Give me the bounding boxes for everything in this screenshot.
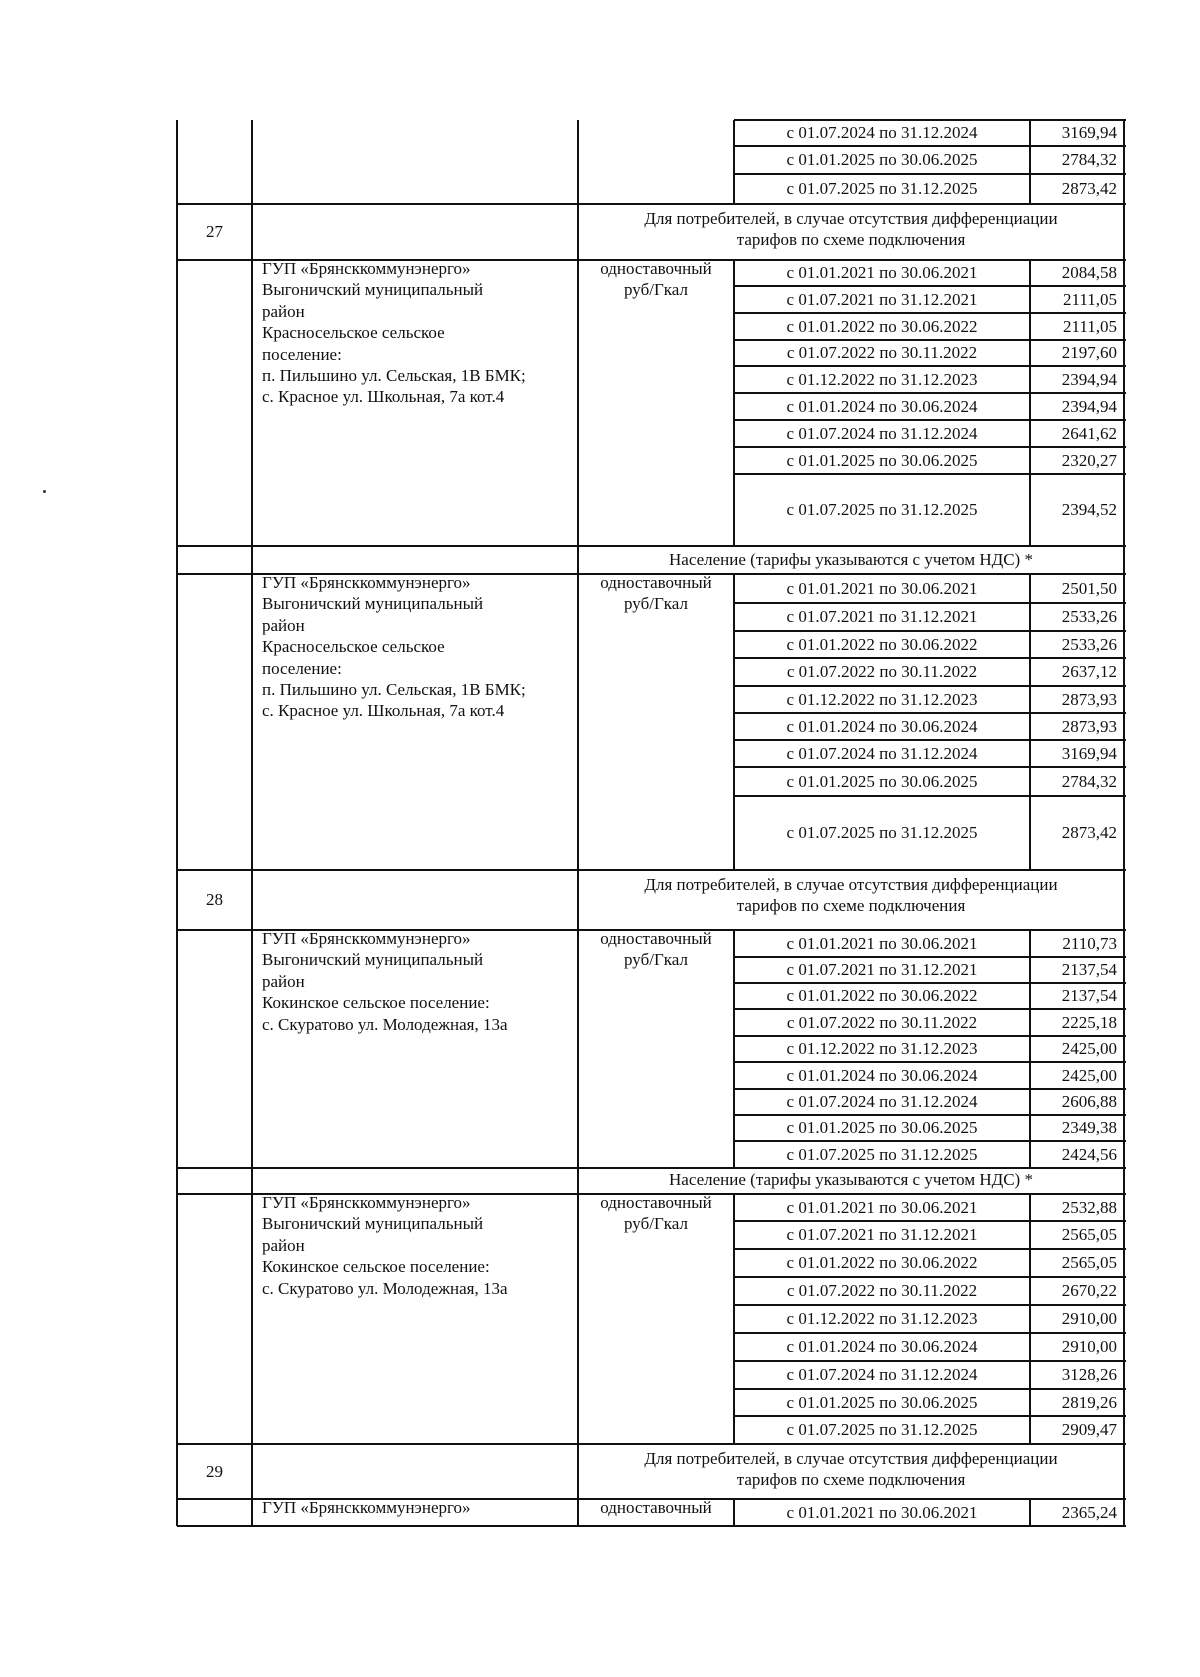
row-line xyxy=(734,145,1126,147)
row-line xyxy=(734,339,1126,341)
period-cell: с 01.07.2024 по 31.12.2024 xyxy=(786,1365,978,1384)
period-cell: с 01.01.2025 по 30.06.2025 xyxy=(786,1118,978,1137)
row-line xyxy=(734,982,1126,984)
value-cell: 2873,42 xyxy=(1061,179,1117,198)
value-cell: 2873,42 xyxy=(1061,823,1117,842)
value-cell: 2670,22 xyxy=(1061,1281,1117,1300)
period-cell: с 01.01.2021 по 30.06.2021 xyxy=(786,263,978,282)
period-cell: с 01.01.2024 по 30.06.2024 xyxy=(786,1065,978,1085)
period-cell: с 01.07.2021 по 31.12.2021 xyxy=(786,1225,978,1244)
period-cell: с 01.01.2024 по 30.06.2024 xyxy=(786,1337,978,1356)
row-line xyxy=(734,1088,1126,1090)
section-number: 28 xyxy=(206,890,223,909)
org-line: Кокинское сельское поселение: xyxy=(262,993,490,1013)
value-cell: 2137,54 xyxy=(1061,986,1117,1005)
tariff-type-line: руб/Гкал xyxy=(624,950,688,970)
value-cell: 2565,05 xyxy=(1061,1253,1117,1272)
row-line xyxy=(734,1388,1126,1390)
section-line xyxy=(177,1525,1126,1527)
row-line xyxy=(734,1360,1126,1362)
row-line xyxy=(734,712,1126,714)
tariff-type-line: одноставочный xyxy=(600,1498,712,1517)
value-cell: 2197,60 xyxy=(1061,343,1117,362)
type-column-border xyxy=(733,260,735,546)
org-line: Красносельское сельское xyxy=(262,323,445,343)
period-cell: с 01.01.2025 по 30.06.2025 xyxy=(786,1392,978,1412)
org-line: ГУП «Брянсккоммунэнерго» xyxy=(262,259,471,278)
row-line xyxy=(734,285,1126,287)
org-line: поселение: xyxy=(262,344,342,364)
org-line: с. Красное ул. Школьная, 7а кот.4 xyxy=(262,701,505,721)
period-cell: с 01.07.2024 по 31.12.2024 xyxy=(786,1092,978,1111)
org-line: п. Пильшино ул. Сельская, 1В БМК; xyxy=(262,680,526,699)
row-line xyxy=(734,602,1126,604)
period-cell: с 01.07.2022 по 30.11.2022 xyxy=(786,662,978,681)
period-column-border xyxy=(1029,574,1031,870)
section-line xyxy=(177,1443,1126,1445)
org-line: п. Пильшино ул. Сельская, 1В БМК; xyxy=(262,366,526,385)
period-column-border xyxy=(1029,1194,1031,1444)
row-line xyxy=(734,446,1126,448)
org-line: район xyxy=(262,971,305,991)
row-line xyxy=(734,739,1126,741)
row-line xyxy=(734,657,1126,659)
period-cell: с 01.07.2024 по 31.12.2024 xyxy=(786,743,978,763)
row-line xyxy=(734,312,1126,314)
value-cell: 2784,32 xyxy=(1061,150,1117,169)
tariff-type-line: одноставочный xyxy=(600,929,712,948)
value-cell: 2819,26 xyxy=(1061,1392,1117,1412)
period-cell: с 01.07.2024 по 31.12.2024 xyxy=(786,423,978,443)
value-cell: 2873,93 xyxy=(1061,716,1117,736)
row-line xyxy=(734,173,1126,175)
row-line xyxy=(734,1304,1126,1306)
period-cell: с 01.07.2022 по 30.11.2022 xyxy=(786,1012,978,1032)
value-cell: 2533,26 xyxy=(1061,634,1117,654)
row-line xyxy=(734,685,1126,687)
period-cell: с 01.07.2024 по 31.12.2024 xyxy=(786,123,978,142)
value-cell: 2637,12 xyxy=(1061,662,1117,681)
tariff-type-line: одноставочный xyxy=(600,259,712,278)
value-cell: 3128,26 xyxy=(1061,1365,1117,1384)
period-column-border xyxy=(1029,260,1031,546)
value-cell: 2425,00 xyxy=(1061,1039,1117,1058)
org-line: с. Скуратово ул. Молодежная, 13а xyxy=(262,1278,508,1298)
type-column-border xyxy=(733,120,735,204)
period-cell: с 01.01.2024 по 30.06.2024 xyxy=(786,396,978,416)
row-line xyxy=(734,473,1126,475)
period-cell: с 01.01.2021 по 30.06.2021 xyxy=(786,1197,978,1217)
value-cell: 2349,38 xyxy=(1061,1118,1117,1137)
section-line xyxy=(177,869,1126,871)
period-cell: с 01.07.2021 по 31.12.2021 xyxy=(786,960,978,979)
value-cell: 2425,00 xyxy=(1061,1065,1117,1085)
tariff-type-line: руб/Гкал xyxy=(624,594,688,614)
row-line xyxy=(734,119,1126,121)
period-cell: с 01.07.2022 по 30.11.2022 xyxy=(786,1281,978,1300)
tariff-type-line: одноставочный xyxy=(600,1193,712,1212)
period-column-border xyxy=(1029,120,1031,204)
period-cell: с 01.01.2022 по 30.06.2022 xyxy=(786,316,978,336)
number-column-border xyxy=(251,120,253,1526)
org-line: район xyxy=(262,1235,305,1255)
period-cell: с 01.01.2025 по 30.06.2025 xyxy=(786,450,978,470)
period-cell: с 01.01.2025 по 30.06.2025 xyxy=(786,150,978,169)
org-line: Выгоничский муниципальный xyxy=(262,950,484,970)
section-header xyxy=(578,549,1124,570)
row-line xyxy=(734,1415,1126,1417)
org-line: ГУП «Брянсккоммунэнерго» xyxy=(262,929,471,948)
section-header xyxy=(578,1169,1124,1190)
value-cell: 2394,94 xyxy=(1061,396,1117,416)
org-line: Красносельское сельское xyxy=(262,637,445,657)
section-header-line: тарифов по схеме подключения xyxy=(736,1470,966,1489)
org-line: ГУП «Брянсккоммунэнерго» xyxy=(262,1498,471,1517)
period-cell: с 01.12.2022 по 31.12.2023 xyxy=(786,689,978,709)
row-line xyxy=(734,795,1126,797)
value-cell: 2606,88 xyxy=(1061,1092,1117,1111)
tariff-type-line: руб/Гкал xyxy=(624,280,688,300)
row-line xyxy=(734,365,1126,367)
org-line: район xyxy=(262,615,305,635)
value-cell: 2137,54 xyxy=(1061,960,1117,979)
section-header-line: Для потребителей, в случае отсутствия дифференциации xyxy=(644,209,1058,228)
period-cell: с 01.07.2025 по 31.12.2025 xyxy=(786,179,978,198)
period-cell: с 01.01.2024 по 30.06.2024 xyxy=(786,716,978,736)
org-line: поселение: xyxy=(262,658,342,678)
org-line: Кокинское сельское поселение: xyxy=(262,1257,490,1277)
value-cell: 2910,00 xyxy=(1061,1337,1117,1356)
period-cell: с 01.01.2022 по 30.06.2022 xyxy=(786,634,978,654)
value-cell: 2910,00 xyxy=(1061,1309,1117,1328)
org-line: с. Красное ул. Школьная, 7а кот.4 xyxy=(262,387,505,407)
value-cell: 2565,05 xyxy=(1061,1225,1117,1244)
section-header-line: Население (тарифы указываются с учетом НДС) * xyxy=(669,1170,1033,1189)
row-line xyxy=(734,1140,1126,1142)
period-cell: с 01.01.2022 по 30.06.2022 xyxy=(786,986,978,1005)
org-column-border xyxy=(577,120,579,1526)
row-line xyxy=(734,1220,1126,1222)
table-right-border xyxy=(1123,120,1125,1526)
row-line xyxy=(734,1276,1126,1278)
period-cell: с 01.12.2022 по 31.12.2023 xyxy=(786,369,978,389)
value-cell: 2110,73 xyxy=(1062,933,1117,953)
type-column-border xyxy=(733,1194,735,1444)
org-line: ГУП «Брянсккоммунэнерго» xyxy=(262,1193,471,1212)
period-cell: с 01.07.2025 по 31.12.2025 xyxy=(786,823,978,842)
row-line xyxy=(734,766,1126,768)
row-line xyxy=(734,1332,1126,1334)
section-header xyxy=(578,874,1124,916)
section-header-line: Население (тарифы указываются с учетом НДС) * xyxy=(669,550,1033,569)
row-line xyxy=(734,419,1126,421)
table-left-border xyxy=(176,120,178,1526)
row-line xyxy=(734,1061,1126,1063)
value-cell: 2365,24 xyxy=(1061,1502,1117,1522)
period-cell: с 01.07.2025 по 31.12.2025 xyxy=(786,1420,978,1439)
type-column-border xyxy=(733,574,735,870)
period-cell: с 01.01.2021 по 30.06.2021 xyxy=(786,578,978,598)
period-column-border xyxy=(1029,1499,1031,1526)
value-cell: 2225,18 xyxy=(1061,1012,1117,1032)
section-header-line: Для потребителей, в случае отсутствия дифференциации xyxy=(644,1449,1058,1468)
value-cell: 2394,94 xyxy=(1061,369,1117,389)
period-cell: с 01.01.2025 по 30.06.2025 xyxy=(786,771,978,791)
org-line: Выгоничский муниципальный xyxy=(262,280,484,300)
section-number: 27 xyxy=(206,222,223,241)
section-line xyxy=(177,203,1126,205)
row-line xyxy=(734,1248,1126,1250)
period-cell: с 01.01.2021 по 30.06.2021 xyxy=(786,1502,978,1522)
value-cell: 2424,56 xyxy=(1061,1144,1117,1164)
period-cell: с 01.01.2021 по 30.06.2021 xyxy=(786,933,978,953)
value-cell: 2641,62 xyxy=(1061,423,1117,443)
row-line xyxy=(734,1035,1126,1037)
org-line: район xyxy=(262,301,305,321)
value-cell: 2784,32 xyxy=(1061,771,1117,791)
value-cell: 2394,52 xyxy=(1061,500,1117,519)
value-cell: 2873,93 xyxy=(1061,689,1117,709)
section-line xyxy=(177,545,1126,547)
period-cell: с 01.12.2022 по 31.12.2023 xyxy=(786,1309,978,1328)
scan-dot xyxy=(43,490,46,493)
section-header-line: тарифов по схеме подключения xyxy=(736,896,966,915)
value-cell: 2909,47 xyxy=(1061,1420,1117,1439)
row-line xyxy=(734,1114,1126,1116)
type-column-border xyxy=(733,1499,735,1526)
value-cell: 2533,26 xyxy=(1061,607,1117,626)
type-column-border xyxy=(733,930,735,1168)
row-line xyxy=(734,630,1126,632)
period-cell: с 01.12.2022 по 31.12.2023 xyxy=(786,1039,978,1058)
org-line: с. Скуратово ул. Молодежная, 13а xyxy=(262,1014,508,1034)
period-cell: с 01.07.2021 по 31.12.2021 xyxy=(786,289,978,309)
value-cell: 2111,05 xyxy=(1063,289,1117,309)
value-cell: 2111,05 xyxy=(1063,316,1117,336)
period-cell: с 01.01.2022 по 30.06.2022 xyxy=(786,1253,978,1272)
org-line: ГУП «Брянсккоммунэнерго» xyxy=(262,573,471,592)
section-header xyxy=(578,1448,1124,1490)
value-cell: 2084,58 xyxy=(1061,263,1117,282)
tariff-type-line: руб/Гкал xyxy=(624,1214,688,1234)
section-number: 29 xyxy=(206,1461,223,1481)
row-line xyxy=(734,1008,1126,1010)
row-line xyxy=(734,392,1126,394)
period-cell: с 01.07.2025 по 31.12.2025 xyxy=(786,500,978,519)
section-header-line: тарифов по схеме подключения xyxy=(736,230,966,249)
value-cell: 2320,27 xyxy=(1061,450,1117,470)
value-cell: 3169,94 xyxy=(1061,123,1117,142)
tariff-type-line: одноставочный xyxy=(600,573,712,592)
section-header-line: Для потребителей, в случае отсутствия дифференциации xyxy=(644,875,1058,894)
section-header xyxy=(578,208,1124,250)
period-cell: с 01.07.2021 по 31.12.2021 xyxy=(786,607,978,626)
value-cell: 2501,50 xyxy=(1061,578,1117,598)
org-line: Выгоничский муниципальный xyxy=(262,1214,484,1234)
value-cell: 2532,88 xyxy=(1061,1197,1117,1217)
period-column-border xyxy=(1029,930,1031,1168)
period-cell: с 01.07.2022 по 30.11.2022 xyxy=(786,343,978,362)
period-cell: с 01.07.2025 по 31.12.2025 xyxy=(786,1144,978,1164)
row-line xyxy=(734,956,1126,958)
org-line: Выгоничский муниципальный xyxy=(262,594,484,614)
value-cell: 3169,94 xyxy=(1061,743,1117,763)
